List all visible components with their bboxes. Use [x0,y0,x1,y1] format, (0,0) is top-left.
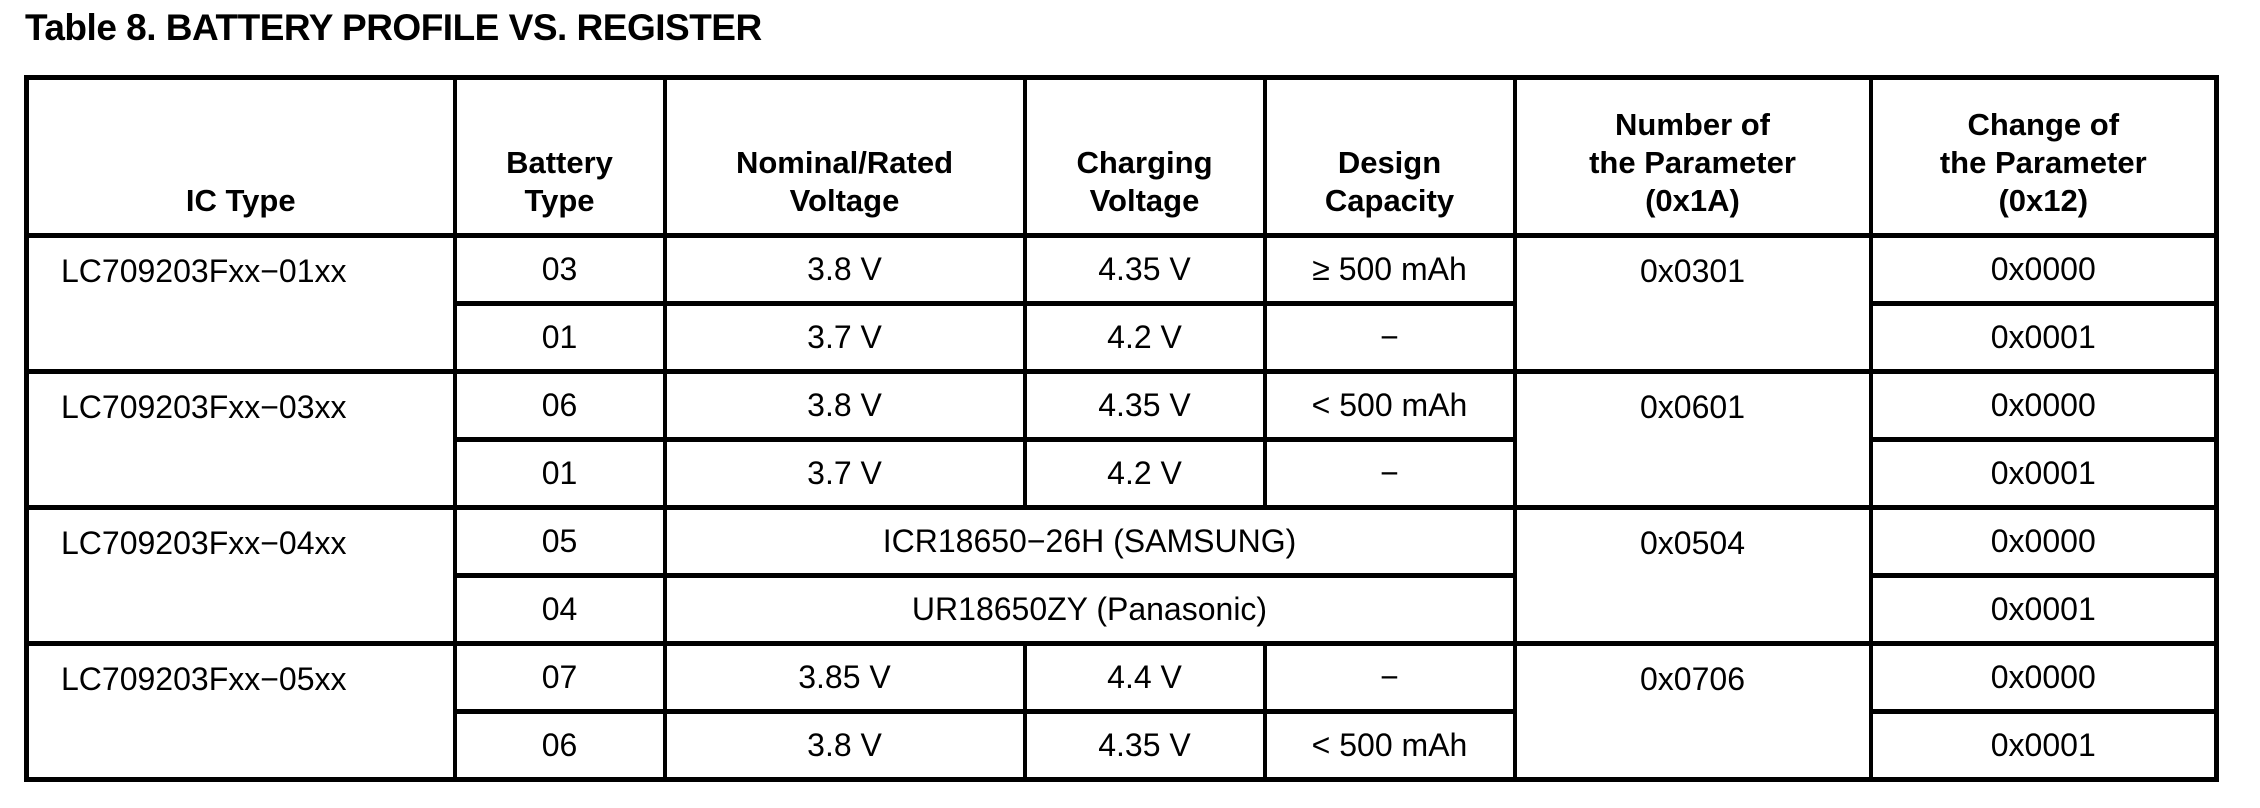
parameter-change-cell: 0x0001 [1871,712,2217,780]
header-line: IC Type [185,183,296,218]
header-line: Number of [1615,107,1770,142]
table-row [27,508,2217,576]
battery-type-cell: 04 [455,576,665,644]
col-header-parameter-change [1871,78,2217,236]
design-capacity-cell: ≥ 500 mAh [1265,236,1515,304]
header-line: Type [524,183,595,218]
charging-voltage-cell: 4.35 V [1025,712,1265,780]
parameter-number-cell: 0x0301 [1515,236,1871,372]
battery-type-cell: 05 [455,508,665,576]
nominal-voltage-cell: 3.8 V [665,372,1025,440]
parameter-change-cell: 0x0000 [1871,236,2217,304]
header-line: Capacity [1324,183,1455,218]
table-title: Table 8. BATTERY PROFILE VS. REGISTER [25,7,762,48]
parameter-change-cell: 0x0000 [1871,372,2217,440]
header-row [27,78,2217,236]
parameter-change-cell: 0x0001 [1871,440,2217,508]
col-header-parameter-number [1515,78,1871,236]
header-line: Voltage [789,183,900,218]
battery-type-cell: 01 [455,440,665,508]
header-line: (0x1A) [1645,183,1740,218]
parameter-change-cell: 0x0000 [1871,508,2217,576]
parameter-change-cell: 0x0001 [1871,576,2217,644]
header-line: Nominal/Rated [735,145,954,180]
parameter-change-cell: 0x0000 [1871,644,2217,712]
charging-voltage-cell: 4.35 V [1025,372,1265,440]
header-line: (0x12) [1998,183,2089,218]
parameter-change-cell: 0x0001 [1871,304,2217,372]
col-header-charging-voltage [1025,78,1265,236]
charging-voltage-cell: 4.2 V [1025,440,1265,508]
parameter-number-cell: 0x0706 [1515,644,1871,780]
col-header-ic-type [27,78,455,236]
table-row [27,644,2217,712]
header-line: Battery [506,145,613,180]
design-capacity-cell: < 500 mAh [1265,712,1515,780]
col-header-design-capacity [1265,78,1515,236]
battery-type-cell: 03 [455,236,665,304]
ic-type-cell: LC709203Fxx−04xx [27,508,455,644]
header-line: Change of [1967,107,2120,142]
header-line: the Parameter [1939,145,2147,180]
header-line: Design [1337,145,1442,180]
nominal-voltage-cell: 3.7 V [665,304,1025,372]
charging-voltage-cell: 4.4 V [1025,644,1265,712]
charging-voltage-cell: 4.2 V [1025,304,1265,372]
design-capacity-cell: − [1265,304,1515,372]
design-capacity-cell: − [1265,440,1515,508]
header-line: Voltage [1089,183,1200,218]
nominal-voltage-cell: 3.7 V [665,440,1025,508]
battery-name-cell: ICR18650−26H (SAMSUNG) [665,508,1515,576]
parameter-number-cell: 0x0504 [1515,508,1871,644]
battery-profile-table [24,75,2219,782]
battery-type-cell: 06 [455,372,665,440]
battery-type-cell: 07 [455,644,665,712]
header-line: the Parameter [1589,145,1796,180]
nominal-voltage-cell: 3.8 V [665,712,1025,780]
ic-type-cell: LC709203Fxx−03xx [27,372,455,508]
charging-voltage-cell: 4.35 V [1025,236,1265,304]
battery-name-cell: UR18650ZY (Panasonic) [665,576,1515,644]
col-header-nominal-voltage [665,78,1025,236]
nominal-voltage-cell: 3.8 V [665,236,1025,304]
ic-type-cell: LC709203Fxx−05xx [27,644,455,780]
header-line: Charging [1076,145,1213,180]
col-header-battery-type [455,78,665,236]
design-capacity-cell: < 500 mAh [1265,372,1515,440]
ic-type-cell: LC709203Fxx−01xx [27,236,455,372]
table-row [27,372,2217,440]
design-capacity-cell: − [1265,644,1515,712]
battery-type-cell: 01 [455,304,665,372]
parameter-number-cell: 0x0601 [1515,372,1871,508]
battery-type-cell: 06 [455,712,665,780]
nominal-voltage-cell: 3.85 V [665,644,1025,712]
table-row [27,236,2217,304]
